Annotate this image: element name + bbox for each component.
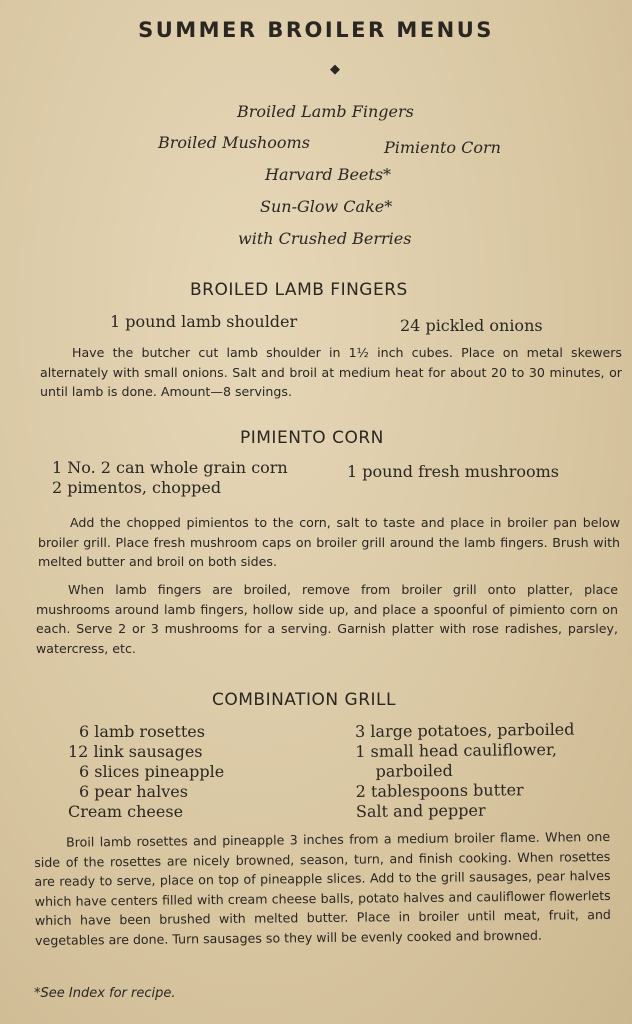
lamb-ingredient-left: 1 pound lamb shoulder: [110, 312, 298, 331]
grill-ingredient: 3 large potatoes, parboiled: [355, 719, 575, 741]
grill-ingredient: 2 tablespoons butter: [355, 780, 524, 801]
corn-ingredient-right-1: 1 pound fresh mushrooms: [347, 462, 560, 481]
lamb-ingredient-right: 24 pickled onions: [400, 316, 543, 335]
grill-heading: COMBINATION GRILL: [212, 690, 396, 710]
menu-item-lamb-fingers: Broiled Lamb Fingers: [237, 102, 414, 121]
lamb-instructions: Have the butcher cut lamb shoulder in 1½ inch cubes. Place on metal skewers alternately with small onions. Salt and broil at medium heat for about 20 to 30 minutes, or until lamb is done. Amount—8 servings.: [40, 345, 622, 399]
lamb-heading: BROILED LAMB FINGERS: [190, 280, 408, 300]
grill-ingredients-right: [355, 720, 575, 822]
grill-ingredient: 12 link sausages: [68, 742, 203, 761]
grill-instructions: Broil lamb rosettes and pineapple 3 inches from a medium broiler flame. When one side of the rosettes are nicely browned, season, turn, and finish cooking. When rosettes are ready to serve, place on top of pineapple slices. Add to the grill sausages, pear halves which have centers filled with cream cheese balls, potato halves and cauliflower flowerlets which have been brushed with melted butter. Place in broiler until meat, fruit, and vegetables are done. Turn sausages so they will be evenly cooked and browned.: [34, 828, 611, 948]
grill-ingredient: Cream cheese: [68, 802, 184, 821]
grill-ingredient: 1 small head cauliflower,: [355, 739, 558, 761]
grill-ingredient: 6 lamb rosettes: [79, 722, 205, 741]
grill-ingredients-left: [68, 722, 224, 822]
corn-heading: PIMIENTO CORN: [240, 428, 384, 448]
corn-ingredient-left-1: 1 No. 2 can whole grain corn: [52, 458, 288, 477]
diamond-ornament-icon: ◆: [330, 62, 340, 77]
corn-ingredient-left-2: 2 pimentos, chopped: [52, 478, 222, 497]
corn-instructions-1: Add the chopped pimientos to the corn, salt to taste and place in broiler pan below broiler grill. Place fresh mushroom caps on broiler grill around the lamb fingers. Brush with melted butter and broil on both sides.: [38, 515, 620, 569]
menu-item-pimiento-corn: Pimiento Corn: [384, 138, 501, 157]
menu-item-sun-glow-cake: Sun-Glow Cake*: [260, 197, 393, 216]
footnote: *See Index for recipe.: [34, 986, 176, 1001]
page-title: SUMMER BROILER MENUS: [138, 18, 494, 42]
grill-ingredient: 6 slices pineapple: [79, 762, 225, 781]
grill-ingredient: Salt and pepper: [355, 800, 486, 821]
corn-instructions-2: When lamb fingers are broiled, remove from broiler grill onto platter, place mushrooms around lamb fingers, hollow side up, and place a spoonful of pimiento corn on each. Serve 2 or 3 mushrooms for a serving. Garnish platter with rose radishes, parsley, watercress, etc.: [36, 582, 618, 656]
menu-item-harvard-beets: Harvard Beets*: [265, 165, 392, 184]
grill-ingredient: parboiled: [375, 760, 453, 781]
menu-item-crushed-berries: with Crushed Berries: [238, 229, 412, 248]
grill-ingredient: 6 pear halves: [79, 782, 188, 801]
menu-item-mushrooms: Broiled Mushooms: [158, 133, 310, 152]
